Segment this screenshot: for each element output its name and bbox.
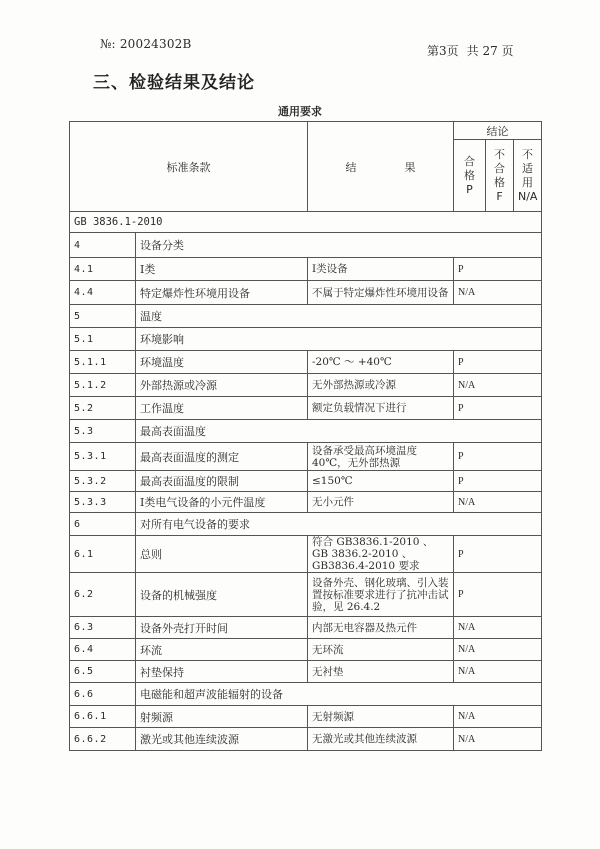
column-header-not-applicable [514, 140, 542, 212]
table-row [70, 374, 542, 397]
verdict: N/A [454, 728, 542, 751]
clause-number: 5.1 [70, 328, 136, 351]
page-indicator [427, 42, 522, 59]
column-header-conclusion: 结论 [454, 122, 542, 140]
clause-title: 衬垫保持 [136, 661, 308, 683]
clause-title: 设备外壳打开时间 [136, 617, 308, 639]
section-title: 温度 [136, 305, 542, 328]
verdict: N/A [454, 492, 542, 513]
header-char: 不 [522, 147, 533, 161]
header-char: 不 [494, 147, 505, 161]
table-row [70, 258, 542, 281]
clause-number: 6.4 [70, 639, 136, 661]
verdict: N/A [454, 617, 542, 639]
verdict: P [454, 573, 542, 617]
clause-number: 5.1.1 [70, 351, 136, 374]
table-row [70, 351, 542, 374]
clause-number: 6 [70, 513, 136, 536]
result-text: 无外部热源或冷源 [308, 374, 454, 397]
clause-number: 6.6.2 [70, 728, 136, 751]
clause-number: 4 [70, 233, 136, 258]
header-char: 格 [494, 175, 505, 189]
clause-number: 6.2 [70, 573, 136, 617]
result-text: 无环流 [308, 639, 454, 661]
section-title: 环境影响 [136, 328, 542, 351]
verdict: P [454, 258, 542, 281]
result-text: 无衬垫 [308, 661, 454, 683]
inspection-results-table [69, 121, 542, 751]
clause-number: 5.3.3 [70, 492, 136, 513]
header-char: F [496, 189, 503, 203]
verdict: N/A [454, 639, 542, 661]
standard-row [70, 212, 542, 233]
clause-number: 5.1.2 [70, 374, 136, 397]
column-header-clause: 标准条款 [70, 122, 308, 212]
column-header-result-text: 结 果 [345, 160, 416, 174]
clause-title: 设备的机械强度 [136, 573, 308, 617]
verdict: N/A [454, 281, 542, 305]
section-title: 对所有电气设备的要求 [136, 513, 542, 536]
clause-title: 环流 [136, 639, 308, 661]
clause-number: 5.3.2 [70, 471, 136, 492]
clause-title: 特定爆炸性环境用设备 [136, 281, 308, 305]
clause-number: 6.1 [70, 536, 136, 573]
clause-number: 5.2 [70, 397, 136, 420]
page-total: 共 27 页 [466, 44, 514, 58]
section-row [70, 233, 542, 258]
clause-number: 5.3 [70, 420, 136, 443]
table-row [70, 728, 542, 751]
clause-title: Ⅰ类电气设备的小元件温度 [136, 492, 308, 513]
clause-title: 射频源 [136, 706, 308, 728]
section-row [70, 305, 542, 328]
verdict: P [454, 471, 542, 492]
clause-title: 最高表面温度的测定 [136, 443, 308, 471]
clause-number: 6.6.1 [70, 706, 136, 728]
header-char: 适 [522, 161, 533, 175]
table-row [70, 471, 542, 492]
verdict: N/A [454, 706, 542, 728]
clause-title: 总则 [136, 536, 308, 573]
table-row [70, 639, 542, 661]
section-row [70, 420, 542, 443]
result-text: 无激光或其他连续波源 [308, 728, 454, 751]
result-text: 符合 GB3836.1-2010 、 GB 3836.2-2010 、 GB3836.4-2010 要求 [308, 536, 454, 573]
table-row [70, 706, 542, 728]
table-row [70, 536, 542, 573]
verdict: N/A [454, 661, 542, 683]
standard-name: GB 3836.1-2010 [70, 212, 542, 233]
verdict: P [454, 536, 542, 573]
clause-title: Ⅰ类 [136, 258, 308, 281]
column-header-fail [486, 140, 514, 212]
verdict: N/A [454, 374, 542, 397]
table-row [70, 443, 542, 471]
clause-title: 激光或其他连续波源 [136, 728, 308, 751]
result-text: 设备承受最高环境温度40℃，无外部热源 [308, 443, 454, 471]
clause-title: 最高表面温度的限制 [136, 471, 308, 492]
column-header-pass [454, 140, 486, 212]
result-text: 无小元件 [308, 492, 454, 513]
section-title: 电磁能和超声波能辐射的设备 [136, 683, 542, 706]
header-char: 合 [494, 161, 505, 175]
report-number: №: 20024302B [100, 37, 192, 51]
section-title: 设备分类 [136, 233, 542, 258]
header-char: 合 [464, 154, 475, 168]
column-header-result [308, 122, 454, 212]
table-row [70, 573, 542, 617]
verdict: P [454, 443, 542, 471]
clause-number: 5.3.1 [70, 443, 136, 471]
table-caption: 通用要求 [278, 105, 322, 118]
result-text: 无射频源 [308, 706, 454, 728]
result-text: 不属于特定爆炸性环境用设备 [308, 281, 454, 305]
result-text: Ⅰ类设备 [308, 258, 454, 281]
clause-number: 6.6 [70, 683, 136, 706]
result-text: -20℃ ～ +40℃ [308, 351, 454, 374]
table-row [70, 397, 542, 420]
clause-title: 外部热源或冷源 [136, 374, 308, 397]
result-text: 内部无电容器及热元件 [308, 617, 454, 639]
section-title: 三、检验结果及结论 [93, 73, 255, 93]
clause-title: 环境温度 [136, 351, 308, 374]
clause-number: 5 [70, 305, 136, 328]
verdict: P [454, 397, 542, 420]
section-row [70, 328, 542, 351]
result-text: 额定负载情况下进行 [308, 397, 454, 420]
header-char: N/A [518, 189, 538, 203]
clause-number: 4.4 [70, 281, 136, 305]
verdict: P [454, 351, 542, 374]
page-current: 第3页 [427, 44, 459, 58]
section-title: 最高表面温度 [136, 420, 542, 443]
header-char: 用 [522, 175, 533, 189]
header-char: 格 [464, 168, 475, 182]
header-char: P [466, 182, 473, 196]
clause-number: 6.3 [70, 617, 136, 639]
clause-title: 工作温度 [136, 397, 308, 420]
clause-number: 4.1 [70, 258, 136, 281]
section-row [70, 513, 542, 536]
result-text: 设备外壳、钢化玻璃、引入装置按标准要求进行了抗冲击试验，见 26.4.2 [308, 573, 454, 617]
table-row [70, 617, 542, 639]
table-row [70, 661, 542, 683]
result-text: ≤150℃ [308, 471, 454, 492]
table-row [70, 281, 542, 305]
section-row [70, 683, 542, 706]
table-row [70, 492, 542, 513]
clause-number: 6.5 [70, 661, 136, 683]
